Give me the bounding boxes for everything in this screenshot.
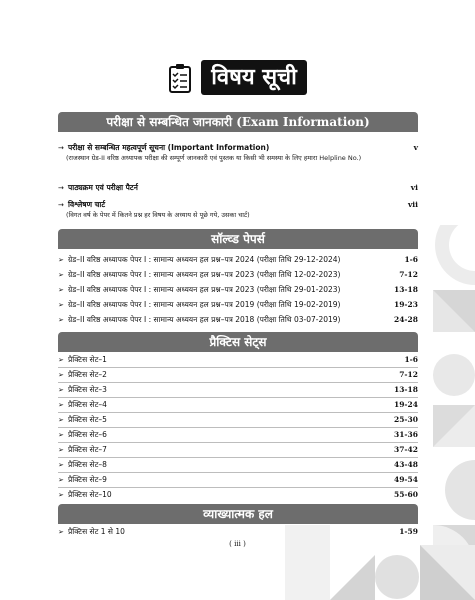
page-number: vii	[407, 200, 418, 209]
divider	[58, 472, 418, 473]
toc-note: (राजस्थान ग्रेड-II वरिष्ठ अध्यापक परीक्षा की सम्पूर्ण जानकारी एवं पुस्तक या किसी भी समस्या के लिए हमारा Helpline No.)	[66, 154, 362, 162]
arrowhead-icon: ➢	[58, 316, 64, 324]
toc-row[interactable]: ➢ प्रैक्टिस सेट–3 13-18	[58, 385, 418, 394]
arrowhead-icon: ➢	[58, 401, 64, 409]
page-title-area	[0, 60, 475, 95]
arrowhead-icon: ➢	[58, 256, 64, 264]
section-heading-exam-info: परीक्षा से सम्बन्धित जानकारी (Exam Information)	[58, 112, 418, 132]
toc-row[interactable]: → परीक्षा से सम्बन्धित महत्वपूर्ण सूचना (Important Information) v	[58, 143, 418, 152]
toc-note: (विगत वर्ष के पेपर में कितने प्रश्न हर विषय के अध्याय से पूछे गये, उसका चार्ट)	[66, 211, 250, 219]
arrowhead-icon: ➢	[58, 528, 64, 536]
page-title: विषय सूची	[201, 60, 307, 95]
divider	[58, 367, 418, 368]
toc-row[interactable]: ➢ प्रैक्टिस सेट–1 1-6	[58, 355, 418, 364]
page-footer-number: ( iii )	[229, 540, 246, 548]
arrow-right-icon: →	[58, 144, 64, 152]
toc-row[interactable]: ➢ प्रैक्टिस सेट–8 43-48	[58, 460, 418, 469]
page-number: v	[413, 143, 418, 152]
divider	[58, 442, 418, 443]
arrowhead-icon: ➢	[58, 286, 64, 294]
page-number: 24-28	[394, 315, 418, 324]
page-number: 13-18	[394, 285, 418, 294]
section-heading-solved-papers: सॉल्व्ड पेपर्स	[58, 229, 418, 249]
page-number: 1-6	[404, 355, 418, 364]
toc-row[interactable]: ➢ प्रैक्टिस सेट–6 31-36	[58, 430, 418, 439]
toc-row[interactable]: ➢ प्रैक्टिस सेट 1 से 10 1-59	[58, 527, 418, 536]
arrowhead-icon: ➢	[58, 371, 64, 379]
divider	[58, 382, 418, 383]
toc-row[interactable]: ➢ प्रैक्टिस सेट–5 25-30	[58, 415, 418, 424]
toc-row[interactable]: ➢ प्रैक्टिस सेट–7 37-42	[58, 445, 418, 454]
arrowhead-icon: ➢	[58, 461, 64, 469]
toc-row[interactable]: ➢ ग्रेड–II वरिष्ठ अध्यापक पेपर I : सामान्य अध्ययन हल प्रश्न–पत्र 2024 (परीक्षा तिथि 29-12-2024) 1-6	[58, 255, 418, 264]
arrowhead-icon: ➢	[58, 476, 64, 484]
page-number: 7-12	[399, 270, 418, 279]
arrow-right-icon: →	[58, 184, 64, 192]
page-number: 19-24	[394, 400, 418, 409]
toc-row[interactable]: ➢ प्रैक्टिस सेट–2 7-12	[58, 370, 418, 379]
page-number: 49-54	[394, 475, 418, 484]
toc-row[interactable]: ➢ प्रैक्टिस सेट–9 49-54	[58, 475, 418, 484]
section-heading-explanatory: व्याख्यात्मक हल	[58, 504, 418, 524]
divider	[58, 487, 418, 488]
toc-row[interactable]: ➢ ग्रेड–II वरिष्ठ अध्यापक पेपर I : सामान्य अध्ययन हल प्रश्न–पत्र 2019 (परीक्षा तिथि 19-02-2019) 19-23	[58, 300, 418, 309]
section-heading-practice-sets: प्रैक्टिस सेट्स	[58, 332, 418, 352]
arrowhead-icon: ➢	[58, 416, 64, 424]
page-number: 7-12	[399, 370, 418, 379]
page-number: 1-59	[399, 527, 418, 536]
divider	[58, 457, 418, 458]
toc-row[interactable]: → विश्लेषण चार्ट vii	[58, 200, 418, 209]
toc-row[interactable]: ➢ ग्रेड–II वरिष्ठ अध्यापक पेपर I : सामान्य अध्ययन हल प्रश्न–पत्र 2023 (परीक्षा तिथि 29-01-2023) 13-18	[58, 285, 418, 294]
arrowhead-icon: ➢	[58, 356, 64, 364]
toc-row[interactable]: ➢ ग्रेड–II वरिष्ठ अध्यापक पेपर I : सामान्य अध्ययन हल प्रश्न–पत्र 2018 (परीक्षा तिथि 03-07-2019) 24-28	[58, 315, 418, 324]
page-number: 43-48	[394, 460, 418, 469]
toc-row[interactable]: ➢ प्रैक्टिस सेट–10 55-60	[58, 490, 418, 499]
toc-row[interactable]: ➢ ग्रेड–II वरिष्ठ अध्यापक पेपर I : सामान्य अध्ययन हल प्रश्न–पत्र 2023 (परीक्षा तिथि 12-02-2023) 7-12	[58, 270, 418, 279]
divider	[58, 427, 418, 428]
arrowhead-icon: ➢	[58, 431, 64, 439]
page-number: vi	[410, 183, 418, 192]
page-number: 1-6	[404, 255, 418, 264]
page-number: 25-30	[394, 415, 418, 424]
checklist-icon	[168, 63, 192, 93]
arrowhead-icon: ➢	[58, 446, 64, 454]
page-number: 13-18	[394, 385, 418, 394]
page-number: 19-23	[394, 300, 418, 309]
page-number: 31-36	[394, 430, 418, 439]
arrow-right-icon: →	[58, 201, 64, 209]
page-number: 55-60	[394, 490, 418, 499]
page-number: 37-42	[394, 445, 418, 454]
arrowhead-icon: ➢	[58, 491, 64, 499]
arrowhead-icon: ➢	[58, 386, 64, 394]
divider	[58, 397, 418, 398]
divider	[58, 412, 418, 413]
toc-row[interactable]: → पाठ्यक्रम एवं परीक्षा पैटर्न vi	[58, 183, 418, 192]
arrowhead-icon: ➢	[58, 301, 64, 309]
arrowhead-icon: ➢	[58, 271, 64, 279]
toc-row[interactable]: ➢ प्रैक्टिस सेट–4 19-24	[58, 400, 418, 409]
